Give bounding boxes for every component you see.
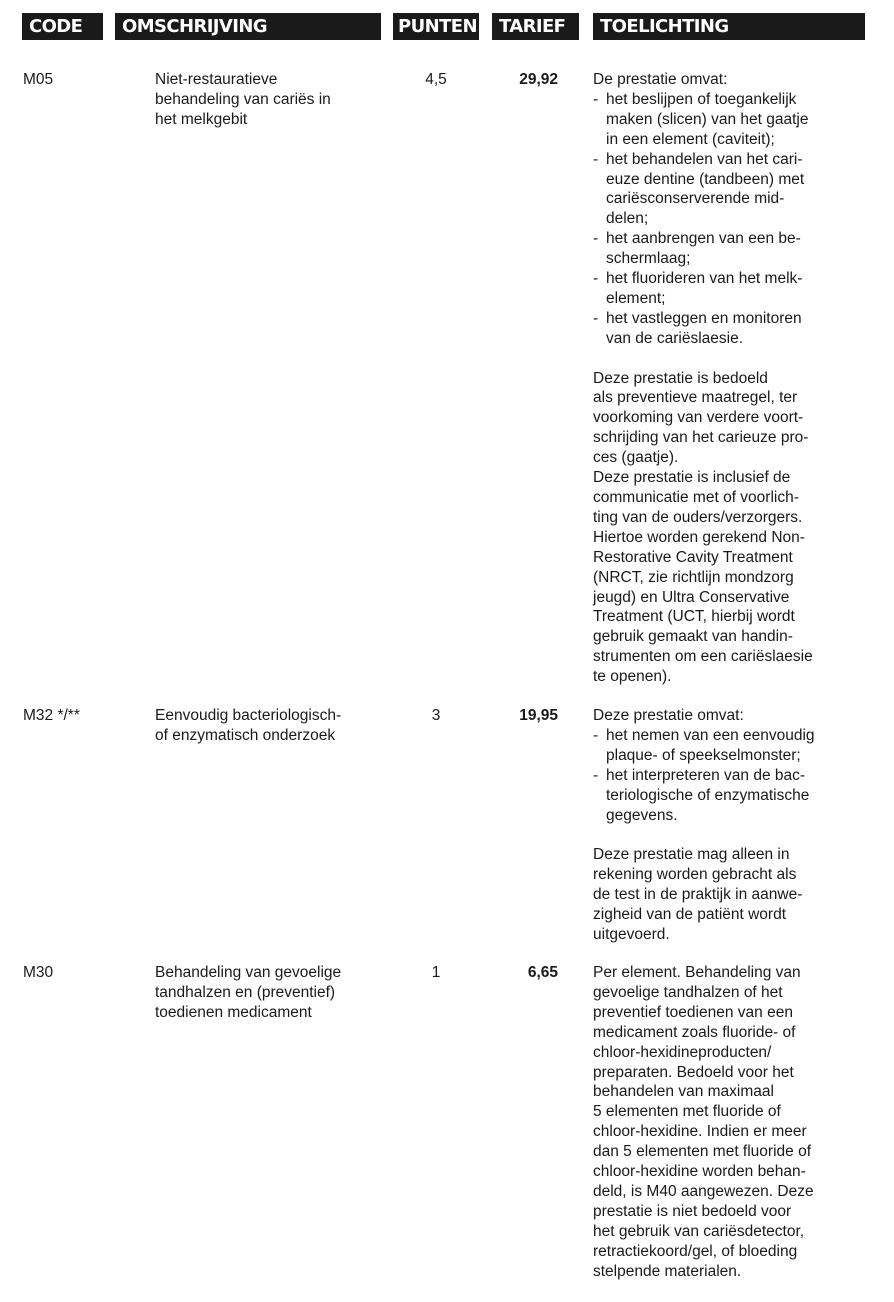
paragraph-line: preventief toedienen van een <box>593 1003 793 1021</box>
bullet-dash: - <box>593 766 599 784</box>
paragraph-line: chloor-hexidine. Indien er meer <box>593 1123 807 1141</box>
row-omschrijving <box>155 963 390 1023</box>
paragraph-line: chloor-hexidine worden behan- <box>593 1163 806 1181</box>
toelichting-intro: De prestatie omvat: <box>593 71 728 88</box>
text-line: Behandeling van gevoelige <box>155 964 342 981</box>
bullet-dash: - <box>593 309 599 327</box>
row-punten: 1 <box>431 964 441 981</box>
bullet-continuation: element; <box>606 289 666 307</box>
bullet-continuation: euze dentine (tandbeen) met <box>606 170 805 188</box>
bullet-continuation: plaque- of speekselmonster; <box>606 746 801 764</box>
paragraph-line: het gebruik van cariësdetector, <box>593 1222 805 1240</box>
row-code: M30 <box>23 964 54 981</box>
row-omschrijving <box>155 706 390 746</box>
row-toelichting <box>593 70 863 687</box>
paragraph-line: Deze prestatie is inclusief de <box>593 469 791 487</box>
paragraph-gap <box>593 825 863 845</box>
paragraph-line: preparaten. Bedoeld voor het <box>593 1063 794 1081</box>
column-header-tarief: TARIEF <box>492 13 579 40</box>
bullet-item: - het beslijpen of toegankelijk <box>593 90 797 108</box>
paragraph-line: de test in de praktijk in aanwe- <box>593 886 803 904</box>
bullet-dash: - <box>593 270 599 288</box>
text-line: toedienen medicament <box>155 1003 312 1021</box>
column-header-omschrijving: OMSCHRIJVING <box>115 13 381 40</box>
paragraph-line: stelpende materialen. <box>593 1262 742 1280</box>
paragraph-line: Restorative Cavity Treatment <box>593 548 793 566</box>
paragraph-line: ces (gaatje). <box>593 449 679 467</box>
bullet-item: - het aanbrengen van een be- <box>593 230 801 248</box>
bullet-item: - het fluorideren van het melk- <box>593 270 803 288</box>
paragraph-gap <box>593 349 863 369</box>
paragraph-line: rekening worden gebracht als <box>593 866 797 884</box>
paragraph-line: chloor-hexidineproducten/ <box>593 1043 772 1061</box>
text-line: Eenvoudig bacteriologisch- <box>155 707 342 724</box>
column-header-toelichting: TOELICHTING <box>593 13 865 40</box>
row-code: M32 */** <box>23 707 80 724</box>
bullet-continuation: delen; <box>606 210 649 228</box>
row-punten: 3 <box>431 707 441 724</box>
bullet-dash: - <box>593 726 599 744</box>
row-punten: 4,5 <box>425 71 447 88</box>
paragraph-line: behandelen van maximaal <box>593 1083 774 1101</box>
bullet-continuation: cariësconserverende mid- <box>606 190 785 208</box>
bullet-dash: - <box>593 90 599 108</box>
column-header-punten: PUNTEN <box>393 13 479 40</box>
bullet-continuation: teriologische of enzymatische <box>606 786 810 804</box>
paragraph-line: ting van de ouders/verzorgers. <box>593 508 803 526</box>
paragraph-line: retractiekoord/gel, of bloeding <box>593 1242 798 1260</box>
bullet-item: - het behandelen van het cari- <box>593 150 803 168</box>
paragraph-line: deld, is M40 aangewezen. Deze <box>593 1182 814 1200</box>
column-header-code: CODE <box>22 13 103 40</box>
toelichting-intro: Deze prestatie omvat: <box>593 707 744 724</box>
bullet-continuation: in een element (caviteit); <box>606 130 775 148</box>
paragraph-line: als preventieve maatregel, ter <box>593 389 798 407</box>
paragraph-line: dan 5 elementen met fluoride of <box>593 1143 811 1161</box>
text-line: of enzymatisch onderzoek <box>155 726 336 744</box>
paragraph-line: Hiertoe worden gerekend Non- <box>593 528 805 546</box>
bullet-item: - het vastleggen en monitoren <box>593 309 802 327</box>
paragraph-line: medicament zoals fluoride- of <box>593 1023 796 1041</box>
paragraph-line: jeugd) en Ultra Conservative <box>593 588 790 606</box>
paragraph-line: te openen). <box>593 668 672 686</box>
paragraph-line: strumenten om een cariëslaesie <box>593 648 813 666</box>
bullet-dash: - <box>593 150 599 168</box>
paragraph-line: Per element. Behandeling van <box>593 964 801 981</box>
text-line: het melkgebit <box>155 110 248 128</box>
bullet-item: - het interpreteren van de bac- <box>593 766 806 784</box>
bullet-item: - het nemen van een eenvoudig <box>593 726 815 744</box>
paragraph-line: uitgevoerd. <box>593 925 670 943</box>
paragraph-line: prestatie is niet bedoeld voor <box>593 1202 792 1220</box>
row-toelichting <box>593 963 863 1282</box>
paragraph-line: schrijding van het carieuze pro- <box>593 429 809 447</box>
row-omschrijving <box>155 70 390 130</box>
paragraph-line: Deze prestatie mag alleen in <box>593 846 790 864</box>
bullet-continuation: maken (slicen) van het gaatje <box>606 110 809 128</box>
text-line: behandeling van cariës in <box>155 90 331 108</box>
bullet-dash: - <box>593 230 599 248</box>
bullet-continuation: gegevens. <box>606 806 678 824</box>
paragraph-line: voorkoming van verdere voort- <box>593 409 804 427</box>
paragraph-line: Deze prestatie is bedoeld <box>593 369 768 387</box>
paragraph-line: Treatment (UCT, hierbij wordt <box>593 608 795 626</box>
text-line: Niet-restauratieve <box>155 71 278 88</box>
row-tarief: 6,65 <box>527 964 558 981</box>
bullet-continuation: van de cariëslaesie. <box>606 329 743 347</box>
row-toelichting <box>593 706 863 945</box>
paragraph-line: gebruik gemaakt van handin- <box>593 628 793 646</box>
paragraph-line: gevoelige tandhalzen of het <box>593 983 783 1001</box>
row-tarief: 19,95 <box>519 707 558 724</box>
bullet-continuation: schermlaag; <box>606 250 691 268</box>
paragraph-line: 5 elementen met fluoride of <box>593 1103 781 1121</box>
text-line: tandhalzen en (preventief) <box>155 983 336 1001</box>
row-code: M05 <box>23 71 54 88</box>
row-tarief: 29,92 <box>519 71 558 88</box>
paragraph-line: communicatie met of voorlich- <box>593 489 799 507</box>
paragraph-line: (NRCT, zie richtlijn mondzorg <box>593 568 794 586</box>
paragraph-line: zigheid van de patiënt wordt <box>593 906 787 924</box>
